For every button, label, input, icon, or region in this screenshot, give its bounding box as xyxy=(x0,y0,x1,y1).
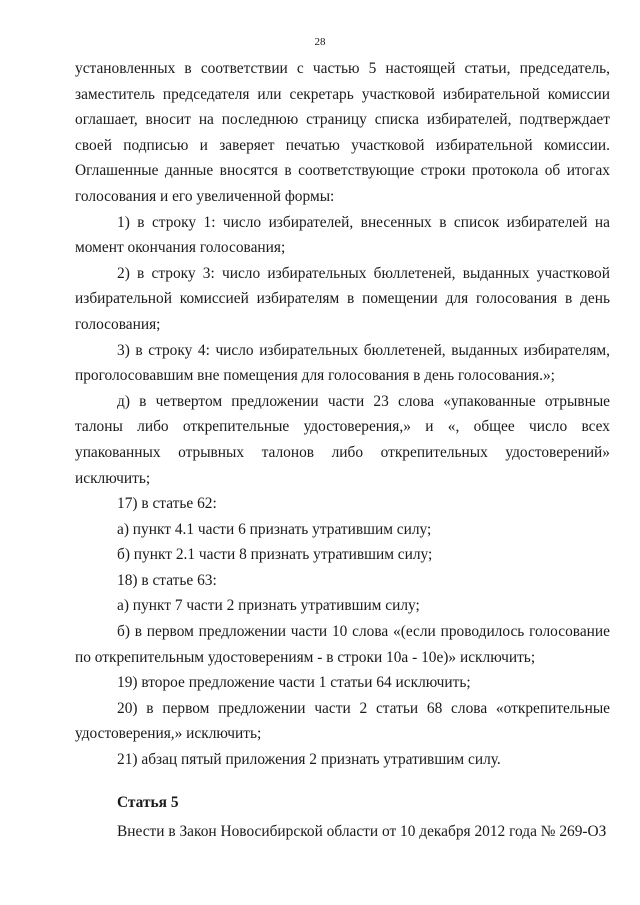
paragraph-item-3: 3) в строку 4: число избирательных бюллетеней, выданных избирателям, проголосовавшим вне помещения для голосования в день голосования.»; xyxy=(75,341,610,385)
paragraph-item-18: 18) в статье 63: xyxy=(117,571,217,589)
paragraph-item-18a: а) пункт 7 части 2 признать утратившим силу; xyxy=(117,597,420,615)
paragraph-continuation: установленных в соответствии с частью 5 настоящей статьи, председатель, заместитель председателя или секретарь участковой избирательной комиссии оглашает, вносит на последнюю страницу списка избирателей, подтверждает своей подписью и заверяет печатью участковой избирательной комиссии. Оглашенные данные вносятся в соответствующие строки протокола об итогах голосования и его увеличенной формы: xyxy=(75,60,610,205)
paragraph-item-17a: а) пункт 4.1 части 6 признать утратившим силу; xyxy=(117,520,432,538)
document-body xyxy=(75,56,610,773)
paragraph-item-d: д) в четвертом предложении части 23 слова «упакованные отрывные талоны либо открепительные удостоверения,» и «, общее число всех упакованных отрывных талонов либо открепительных удостоверений» исключить; xyxy=(75,392,610,487)
article-heading: Статья 5 xyxy=(117,794,179,811)
paragraph-item-2: 2) в строку 3: число избирательных бюллетеней, выданных участковой избирательной комиссией избирателям в помещении для голосования в день голосования; xyxy=(75,264,610,333)
paragraph-item-17b: б) пункт 2.1 части 8 признать утратившим силу; xyxy=(117,546,433,564)
paragraph-item-17: 17) в статье 62: xyxy=(117,495,217,513)
page-number: 28 xyxy=(314,36,326,48)
paragraph-item-20: 20) в первом предложении части 2 статьи 68 слова «открепительные удостоверения,» исключить; xyxy=(75,699,610,743)
paragraph-item-18b: б) в первом предложении части 10 слова «(если проводилось голосование по открепительным удостоверениям - в строки 10а - 10е)» исключить; xyxy=(75,623,610,666)
paragraph-item-21: 21) абзац пятый приложения 2 признать утратившим силу. xyxy=(117,751,501,769)
article-text: Внести в Закон Новосибирской области от 10 декабря 2012 года № 269-ОЗ xyxy=(117,823,607,840)
paragraph-item-19: 19) второе предложение части 1 статьи 64 исключить; xyxy=(117,674,471,692)
paragraph-item-1: 1) в строку 1: число избирателей, внесенных в список избирателей на момент окончания голосования; xyxy=(75,213,610,257)
